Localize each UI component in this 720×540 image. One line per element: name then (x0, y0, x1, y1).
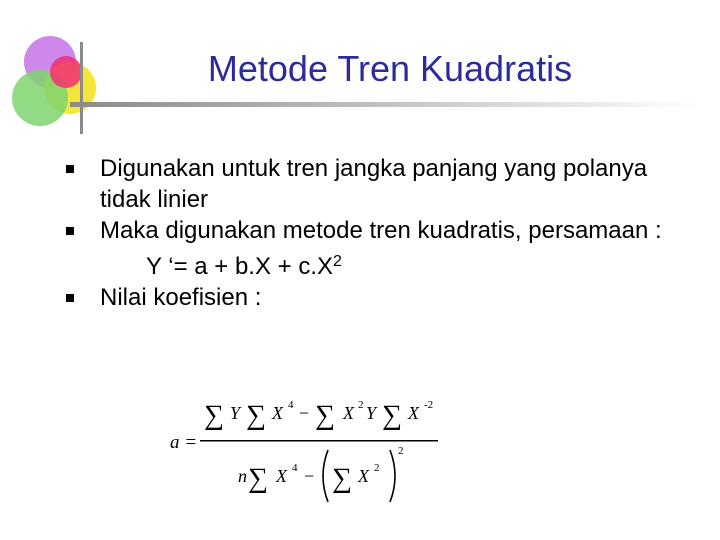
bullet-item (66, 282, 686, 313)
trend-equation (66, 246, 686, 282)
bullet-list (66, 153, 686, 313)
formula-y: Y (230, 403, 241, 423)
decorative-circles-logo (0, 0, 110, 140)
fraction-bar (200, 440, 438, 442)
square-bullet-icon (66, 294, 74, 302)
formula-sigma: ∑ (332, 463, 352, 494)
formula-x: X (272, 403, 283, 423)
formula-sigma: ∑ (382, 400, 402, 431)
formula-sigma: ∑ (204, 400, 224, 431)
formula-x: X (358, 466, 369, 486)
formula-lhs: a = (170, 432, 198, 453)
right-paren (390, 450, 395, 502)
bullet-text: Digunakan untuk tren jangka panjang yang polanya tidak linier (100, 155, 648, 213)
formula-exp: -2 (424, 399, 434, 411)
formula-exp: 2 (358, 399, 364, 411)
formula-n: n (238, 466, 247, 486)
formula-sigma: ∑ (315, 400, 335, 431)
title-divider-horizontal (70, 102, 700, 107)
formula-x: X (343, 403, 354, 423)
formula-exp: 2 (374, 462, 380, 474)
formula-sigma: ∑ (248, 463, 268, 494)
formula-sigma: ∑ (246, 400, 266, 431)
formula-minus: − (299, 403, 310, 423)
left-paren (323, 450, 328, 502)
formula-minus: − (304, 466, 315, 486)
formula-exp: 2 (398, 445, 404, 457)
bullet-item (66, 153, 686, 215)
square-bullet-icon (66, 227, 74, 235)
square-bullet-icon (66, 165, 74, 173)
equation-exponent: 2 (333, 253, 342, 270)
formula-y: Y (366, 403, 377, 423)
coefficient-formula (168, 390, 458, 510)
bullet-text: Nilai koefisien : (100, 284, 262, 311)
slide-title: Metode Tren Kuadratis (207, 48, 573, 89)
formula-exp: 4 (288, 399, 294, 411)
bullet-text: Maka digunakan metode tren kuadratis, persamaan : (100, 217, 662, 244)
formula-x: X (276, 466, 287, 486)
formula-x: X (408, 403, 419, 423)
bullet-item (66, 215, 686, 246)
title-divider-vertical (80, 42, 83, 134)
formula-exp: 4 (292, 462, 298, 474)
equation-text: Y ‘= a + b.X + c.X (146, 253, 334, 280)
